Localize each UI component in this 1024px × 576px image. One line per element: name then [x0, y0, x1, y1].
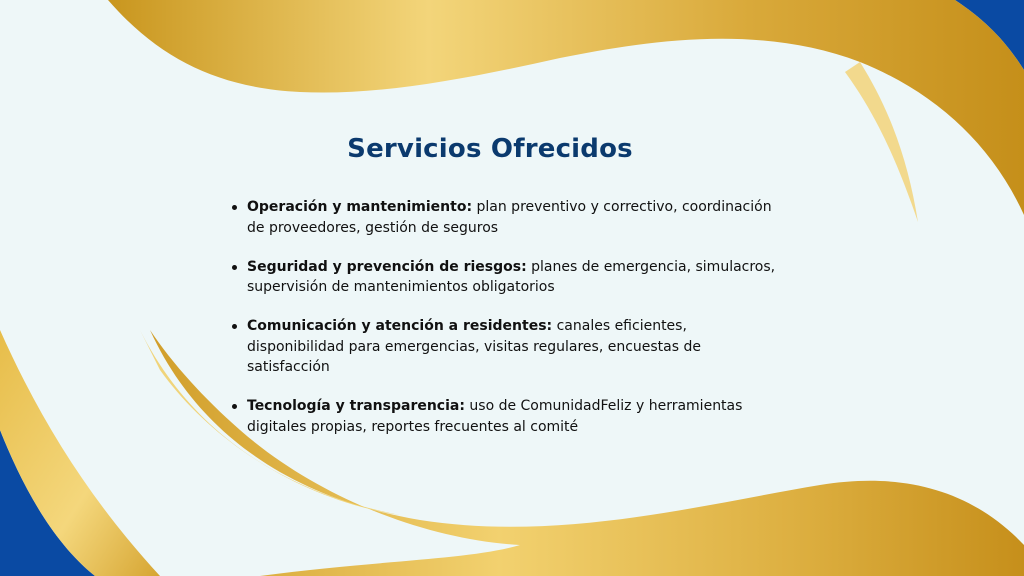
list-item-text: canales eficientes, disponibilidad para emergencias, visitas regulares, encuestas de satisfacción: [247, 318, 701, 375]
bullet-icon: [232, 265, 237, 270]
list-item-heading: Comunicación y atención a residentes:: [247, 318, 553, 334]
list-item-text: plan preventivo y correctivo, coordinación de proveedores, gestión de seguros: [247, 199, 772, 236]
page-title: Servicios Ofrecidos: [347, 134, 633, 164]
list-item-heading: Tecnología y transparencia:: [247, 398, 465, 414]
list-item-text: uso de ComunidadFeliz y herramientas digitales propias, reportes frecuentes al comité: [247, 398, 743, 435]
gold-ribbon-top: [108, 0, 1024, 215]
services-list: [228, 197, 788, 456]
list-item-heading: Operación y mantenimiento:: [247, 199, 473, 215]
list-item: [228, 257, 788, 298]
list-item-text: planes de emergencia, simulacros, supervisión de mantenimientos obligatorios: [247, 258, 776, 295]
bullet-icon: [232, 205, 237, 210]
list-item: [228, 316, 788, 378]
bullet-icon: [232, 404, 237, 409]
list-item: [228, 396, 788, 437]
list-item-heading: Seguridad y prevención de riesgos:: [247, 258, 527, 275]
list-item: [228, 197, 788, 238]
bullet-icon: [232, 324, 237, 329]
